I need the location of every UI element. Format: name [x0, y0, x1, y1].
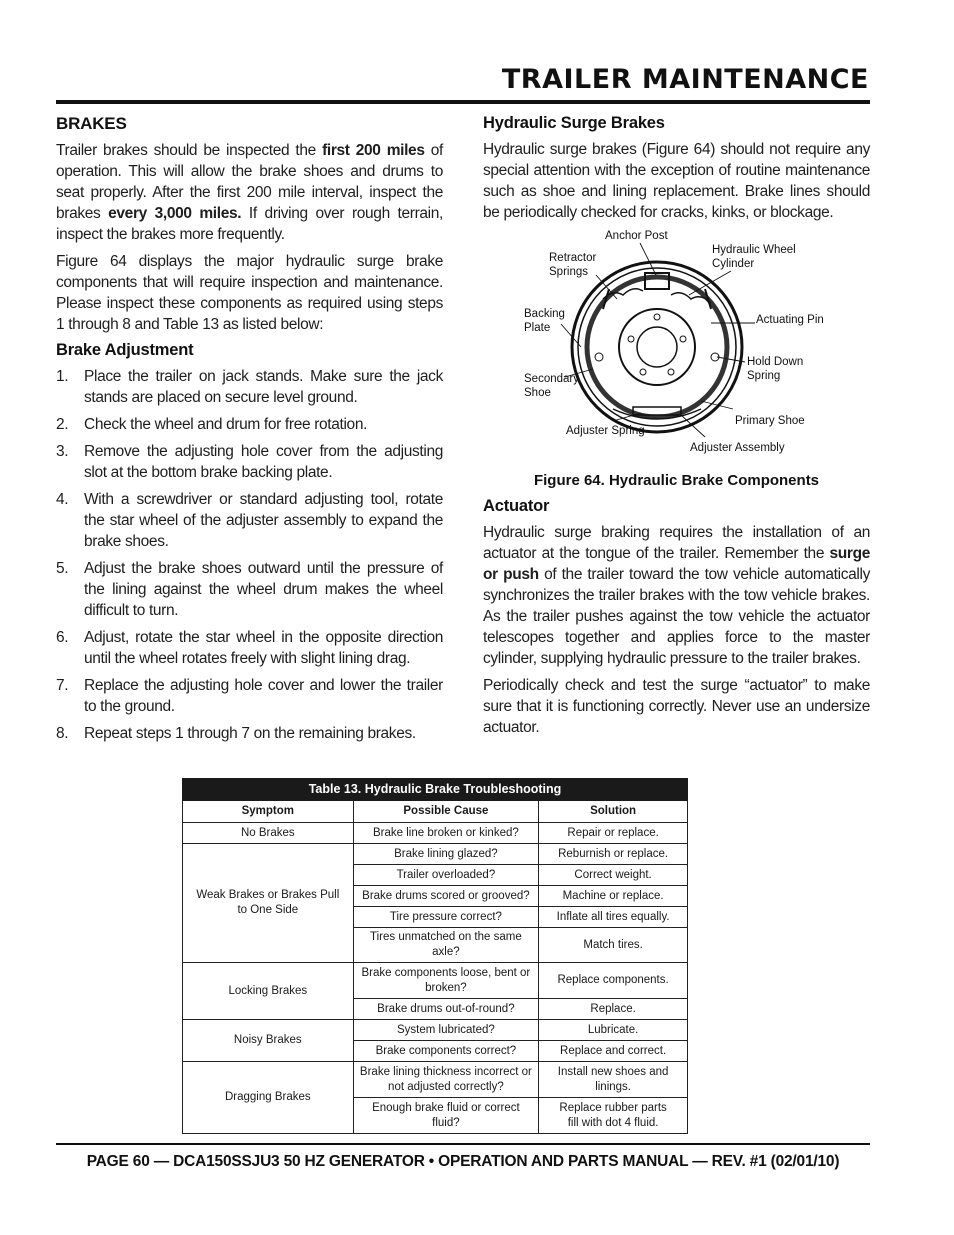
brakes-heading: BRAKES	[56, 114, 127, 133]
brakes-text-2: of operation. This will allow the brake shoes and drums to seat properly. After the first 200 mile interval, inspect the brakes	[56, 142, 443, 222]
cause-cell: Trailer overloaded?	[353, 865, 539, 886]
step-text: Adjust, rotate the star wheel in the opposite direction until the wheel rotates freely with slight lining drag.	[84, 629, 443, 667]
symptom-cell: Locking Brakes	[183, 963, 354, 1020]
brake-adjustment-heading: Brake Adjustment	[56, 341, 194, 359]
solution-cell: Inflate all tires equally.	[539, 907, 688, 928]
table-row	[183, 823, 688, 844]
step-number: 3.	[56, 443, 69, 460]
adjustment-step	[56, 414, 443, 435]
page-title: TRAILER MAINTENANCE	[501, 64, 869, 95]
step-number: 7.	[56, 677, 69, 694]
step-number: 6.	[56, 629, 69, 646]
table-body	[183, 823, 688, 1134]
symptom-cell: Dragging Brakes	[183, 1062, 354, 1134]
surge-brakes-paragraph: Hydraulic surge brakes (Figure 64) should not require any special attention with the exception of routine maintenance such as shoe and lining replacement. Brake lines should be periodically checked for cracks, kinks, or blockage.	[483, 141, 870, 221]
brakes-text-3: If driving over rough terrain, inspect the brakes more frequently.	[56, 205, 443, 243]
actuator-paragraph	[483, 522, 870, 669]
step-number: 5.	[56, 560, 69, 577]
figure-caption: Figure 64. Hydraulic Brake Components	[533, 472, 820, 489]
cause-cell: Brake drums out-of-round?	[353, 999, 539, 1020]
adjustment-step	[56, 366, 443, 408]
adjustment-step	[56, 675, 443, 717]
label-adjuster-spring: Adjuster Spring	[566, 425, 645, 437]
brakes-paragraph	[56, 140, 443, 245]
step-text: Place the trailer on jack stands. Make sure the jack stands are placed on secure level ground.	[84, 368, 443, 406]
step-number: 1.	[56, 368, 69, 385]
solution-cell: Replace components.	[539, 963, 688, 999]
actuator-text-2: of the trailer toward the tow vehicle automatically synchronizes the trailer brakes with the tow vehicle brakes. As the trailer pushes against the tow vehicle the actuator telescopes together and applies force to the master cylinder, supplying hydraulic pressure to the trailer brakes.	[483, 566, 870, 667]
label-primary-shoe: Primary Shoe	[735, 415, 805, 427]
cause-cell: Tire pressure correct?	[353, 907, 539, 928]
solution-cell: Lubricate.	[539, 1020, 688, 1041]
right-column	[483, 110, 870, 744]
label-actuating-pin: Actuating Pin	[756, 314, 824, 326]
troubleshooting-table	[182, 778, 688, 1134]
adjustment-step	[56, 489, 443, 552]
step-number: 4.	[56, 491, 69, 508]
cause-cell: Brake components loose, bent or broken?	[353, 963, 539, 999]
cause-cell: Brake line broken or kinked?	[353, 823, 539, 844]
brakes-emphasis-2: every 3,000 miles.	[108, 205, 242, 222]
troubleshooting-table-wrap	[182, 778, 688, 1134]
solution-cell: Replace.	[539, 999, 688, 1020]
page-footer: PAGE 60 — DCA150SSJU3 50 HZ GENERATOR • OPERATION AND PARTS MANUAL — REV. #1 (02/01/10)	[86, 1153, 840, 1170]
solution-cell: Replace rubber parts fill with dot 4 fluid.	[539, 1098, 688, 1134]
header-solution: Solution	[539, 801, 688, 823]
cause-cell: System lubricated?	[353, 1020, 539, 1041]
solution-cell: Match tires.	[539, 928, 688, 963]
adjustment-step	[56, 441, 443, 483]
actuator-emphasis: surge or push	[483, 545, 870, 583]
symptom-cell: No Brakes	[183, 823, 354, 844]
label-anchor-post: Anchor Post	[605, 230, 668, 242]
symptom-cell: Noisy Brakes	[183, 1020, 354, 1062]
adjustment-step	[56, 723, 443, 744]
adjustment-step	[56, 627, 443, 669]
cause-cell: Enough brake fluid or correct fluid?	[353, 1098, 539, 1134]
table-row	[183, 1020, 688, 1041]
solution-cell: Reburnish or replace.	[539, 844, 688, 865]
cause-cell: Brake lining glazed?	[353, 844, 539, 865]
solution-cell: Repair or replace.	[539, 823, 688, 844]
label-adjuster-assembly: Adjuster Assembly	[690, 442, 785, 454]
brake-figure	[483, 229, 870, 464]
label-hold-down-spring: Hold Down Spring	[747, 356, 804, 382]
step-number: 8.	[56, 725, 69, 742]
cause-cell: Brake lining thickness incorrect or not adjusted correctly?	[353, 1062, 539, 1098]
solution-cell: Machine or replace.	[539, 886, 688, 907]
solution-cell: Install new shoes and linings.	[539, 1062, 688, 1098]
table-row	[183, 1062, 688, 1098]
step-text: Repeat steps 1 through 7 on the remaining brakes.	[84, 725, 416, 742]
left-column	[56, 110, 443, 750]
footer-rule	[56, 1143, 870, 1145]
actuator-heading: Actuator	[483, 497, 550, 515]
adjustment-steps-list	[56, 366, 443, 744]
actuator-check-paragraph: Periodically check and test the surge “actuator” to make sure that it is functioning correctly. Never use an undersize actuator.	[483, 677, 870, 736]
title-rule	[56, 100, 870, 104]
brakes-text-1: Trailer brakes should be inspected the	[56, 142, 323, 159]
brakes-emphasis-1: first 200 miles	[322, 142, 425, 159]
adjustment-step	[56, 558, 443, 621]
header-possible-cause: Possible Cause	[353, 801, 539, 823]
step-text: Remove the adjusting hole cover from the adjusting slot at the bottom brake backing plate.	[84, 443, 443, 481]
cause-cell: Tires unmatched on the same axle?	[353, 928, 539, 963]
table-row	[183, 844, 688, 865]
step-text: Adjust the brake shoes outward until the pressure of the lining against the wheel drum makes the wheel difficult to turn.	[84, 560, 443, 619]
figure-reference-paragraph: Figure 64 displays the major hydraulic surge brake components that will require inspection and maintenance. Please inspect these components as required using steps 1 through 8 and Table 13 as listed below:	[56, 253, 443, 333]
cause-cell: Brake components correct?	[353, 1041, 539, 1062]
surge-brakes-heading: Hydraulic Surge Brakes	[483, 114, 665, 132]
label-backing-plate: Backing Plate	[524, 308, 565, 334]
actuator-text-1: Hydraulic surge braking requires the installation of an actuator at the tongue of the trailer. Remember the	[483, 524, 870, 562]
header-symptom: Symptom	[183, 801, 354, 823]
symptom-cell: Weak Brakes or Brakes Pull to One Side	[183, 844, 354, 963]
step-text: Replace the adjusting hole cover and lower the trailer to the ground.	[84, 677, 443, 715]
step-text: With a screwdriver or standard adjusting tool, rotate the star wheel of the adjuster assembly to expand the brake shoes.	[84, 491, 443, 550]
step-number: 2.	[56, 416, 69, 433]
table-caption: Table 13. Hydraulic Brake Troubleshooting	[183, 779, 688, 801]
table-row	[183, 963, 688, 999]
brake-drawing	[483, 229, 870, 464]
solution-cell: Replace and correct.	[539, 1041, 688, 1062]
label-retractor-springs: Retractor Springs	[549, 252, 597, 278]
label-secondary-shoe: Secondary Shoe	[524, 373, 579, 399]
cause-cell: Brake drums scored or grooved?	[353, 886, 539, 907]
step-text: Check the wheel and drum for free rotation.	[84, 416, 368, 433]
label-hydraulic-wheel-cylinder: Hydraulic Wheel Cylinder	[712, 244, 796, 270]
solution-cell: Correct weight.	[539, 865, 688, 886]
